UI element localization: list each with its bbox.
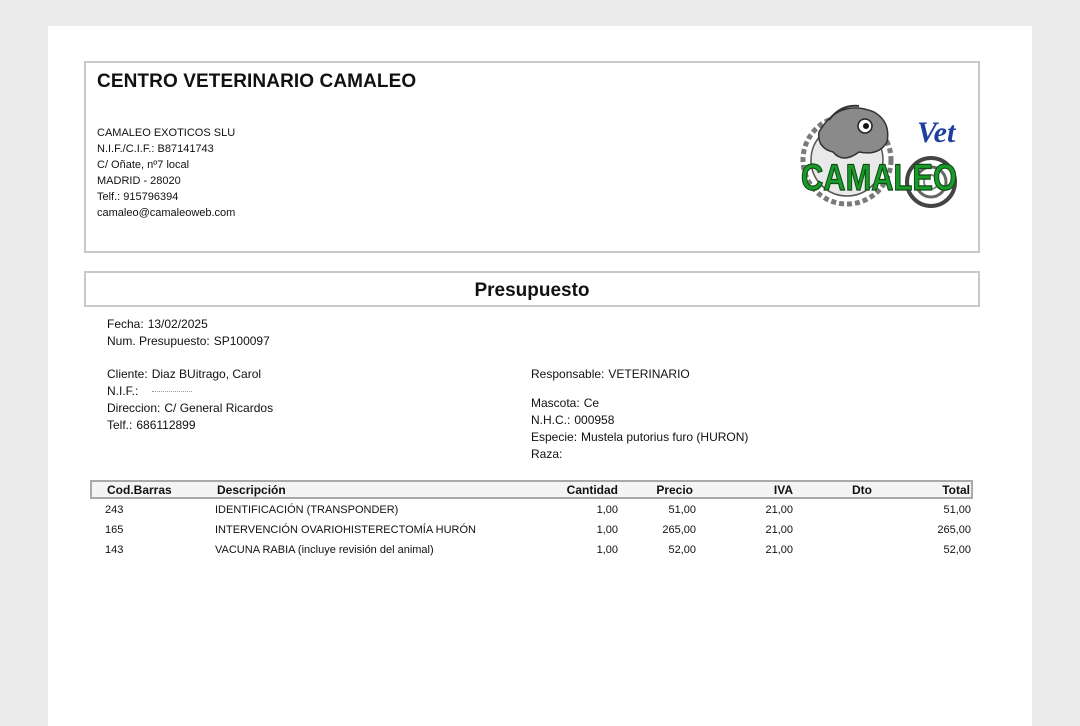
document-title-box (84, 271, 980, 307)
date-value: 13/02/2025 (147, 317, 208, 331)
company-header (84, 61, 980, 253)
client-address-value: C/ General Ricardos (164, 401, 274, 415)
nhc-label: N.H.C.: (531, 413, 571, 427)
document-title: Presupuesto (474, 280, 590, 301)
company-name: CENTRO VETERINARIO CAMALEO (97, 71, 417, 92)
items-table (90, 480, 973, 559)
company-details (97, 125, 235, 221)
responsible-label: Responsable: (531, 367, 605, 381)
header-quantity: Cantidad (566, 483, 618, 497)
cell-code: 143 (105, 544, 124, 556)
document-date (107, 316, 270, 333)
header-total: Total (942, 483, 970, 497)
table-row (90, 499, 973, 519)
species-value: Mustela putorius furo (HURON) (581, 430, 749, 444)
header-description: Descripción (217, 483, 286, 497)
client-phone (107, 417, 273, 434)
client-phone-label: Telf.: (107, 418, 133, 432)
company-address: C/ Oñate, nº7 local (97, 159, 190, 171)
number-value: SP100097 (213, 334, 270, 348)
patient-breed (531, 446, 748, 463)
cell-quantity: 1,00 (596, 544, 618, 556)
client-address-label: Direccion: (107, 401, 161, 415)
client-name-label: Cliente: (107, 367, 148, 381)
table-row (90, 539, 973, 559)
patient-species (531, 429, 748, 446)
redacted-mark (152, 391, 192, 393)
client-nif-label: N.I.F.: (107, 384, 139, 398)
pet-value: Ce (583, 396, 600, 410)
company-email: camaleo@camaleoweb.com (97, 207, 236, 219)
company-city: MADRID - 28020 (97, 175, 181, 187)
company-phone: Telf.: 915796394 (97, 191, 179, 203)
document-number (107, 333, 270, 350)
logo-camaleo-text: CAMALEO (801, 157, 957, 198)
client-phone-value: 686112899 (136, 418, 196, 432)
responsible-value: VETERINARIO (608, 367, 690, 381)
client-nif (107, 383, 273, 400)
breed-label: Raza: (531, 447, 563, 461)
document-info (107, 316, 270, 350)
cell-description: VACUNA RABIA (incluye revisión del animal) (215, 544, 434, 556)
pet-label: Mascota: (531, 396, 580, 410)
patient-info (531, 395, 748, 463)
cell-code: 243 (105, 504, 124, 516)
logo-chameleon-head (819, 108, 888, 158)
responsible (531, 366, 690, 383)
logo-vet-text: Vet (917, 116, 956, 149)
cell-price: 265,00 (662, 524, 696, 536)
cell-price: 52,00 (668, 544, 696, 556)
cell-description: INTERVENCIÓN OVARIOHISTERECTOMÍA HURÓN (215, 524, 476, 536)
client-address (107, 400, 273, 417)
pet-name (531, 395, 748, 412)
client-name-value: Diaz BUitrago, Carol (151, 367, 262, 381)
header-discount: Dto (852, 483, 872, 497)
header-vat: IVA (773, 483, 793, 497)
cell-vat: 21,00 (765, 524, 793, 536)
table-header (90, 480, 973, 499)
cell-quantity: 1,00 (596, 524, 618, 536)
date-label: Fecha: (107, 317, 144, 331)
species-label: Especie: (531, 430, 578, 444)
patient-nhc (531, 412, 748, 429)
nhc-value: 000958 (574, 413, 615, 427)
table-row (90, 519, 973, 539)
cell-total: 52,00 (943, 544, 971, 556)
document-page (48, 26, 1032, 726)
header-code: Cod.Barras (107, 483, 172, 497)
logo-chameleon-pupil (863, 123, 869, 129)
number-label: Num. Presupuesto: (107, 334, 210, 348)
cell-code: 165 (105, 524, 124, 536)
cell-total: 51,00 (943, 504, 971, 516)
cell-vat: 21,00 (765, 544, 793, 556)
responsible-info (531, 366, 690, 383)
cell-total: 265,00 (937, 524, 971, 536)
cell-quantity: 1,00 (596, 504, 618, 516)
header-price: Precio (656, 483, 693, 497)
camaleo-vet-logo (799, 90, 961, 220)
cell-description: IDENTIFICACIÓN (TRANSPONDER) (215, 504, 399, 516)
company-nif: N.I.F./C.I.F.: B87141743 (97, 143, 214, 155)
cell-price: 51,00 (668, 504, 696, 516)
company-legal-name: CAMALEO EXOTICOS SLU (97, 127, 236, 139)
client-name (107, 366, 273, 383)
cell-vat: 21,00 (765, 504, 793, 516)
client-info (107, 366, 273, 434)
